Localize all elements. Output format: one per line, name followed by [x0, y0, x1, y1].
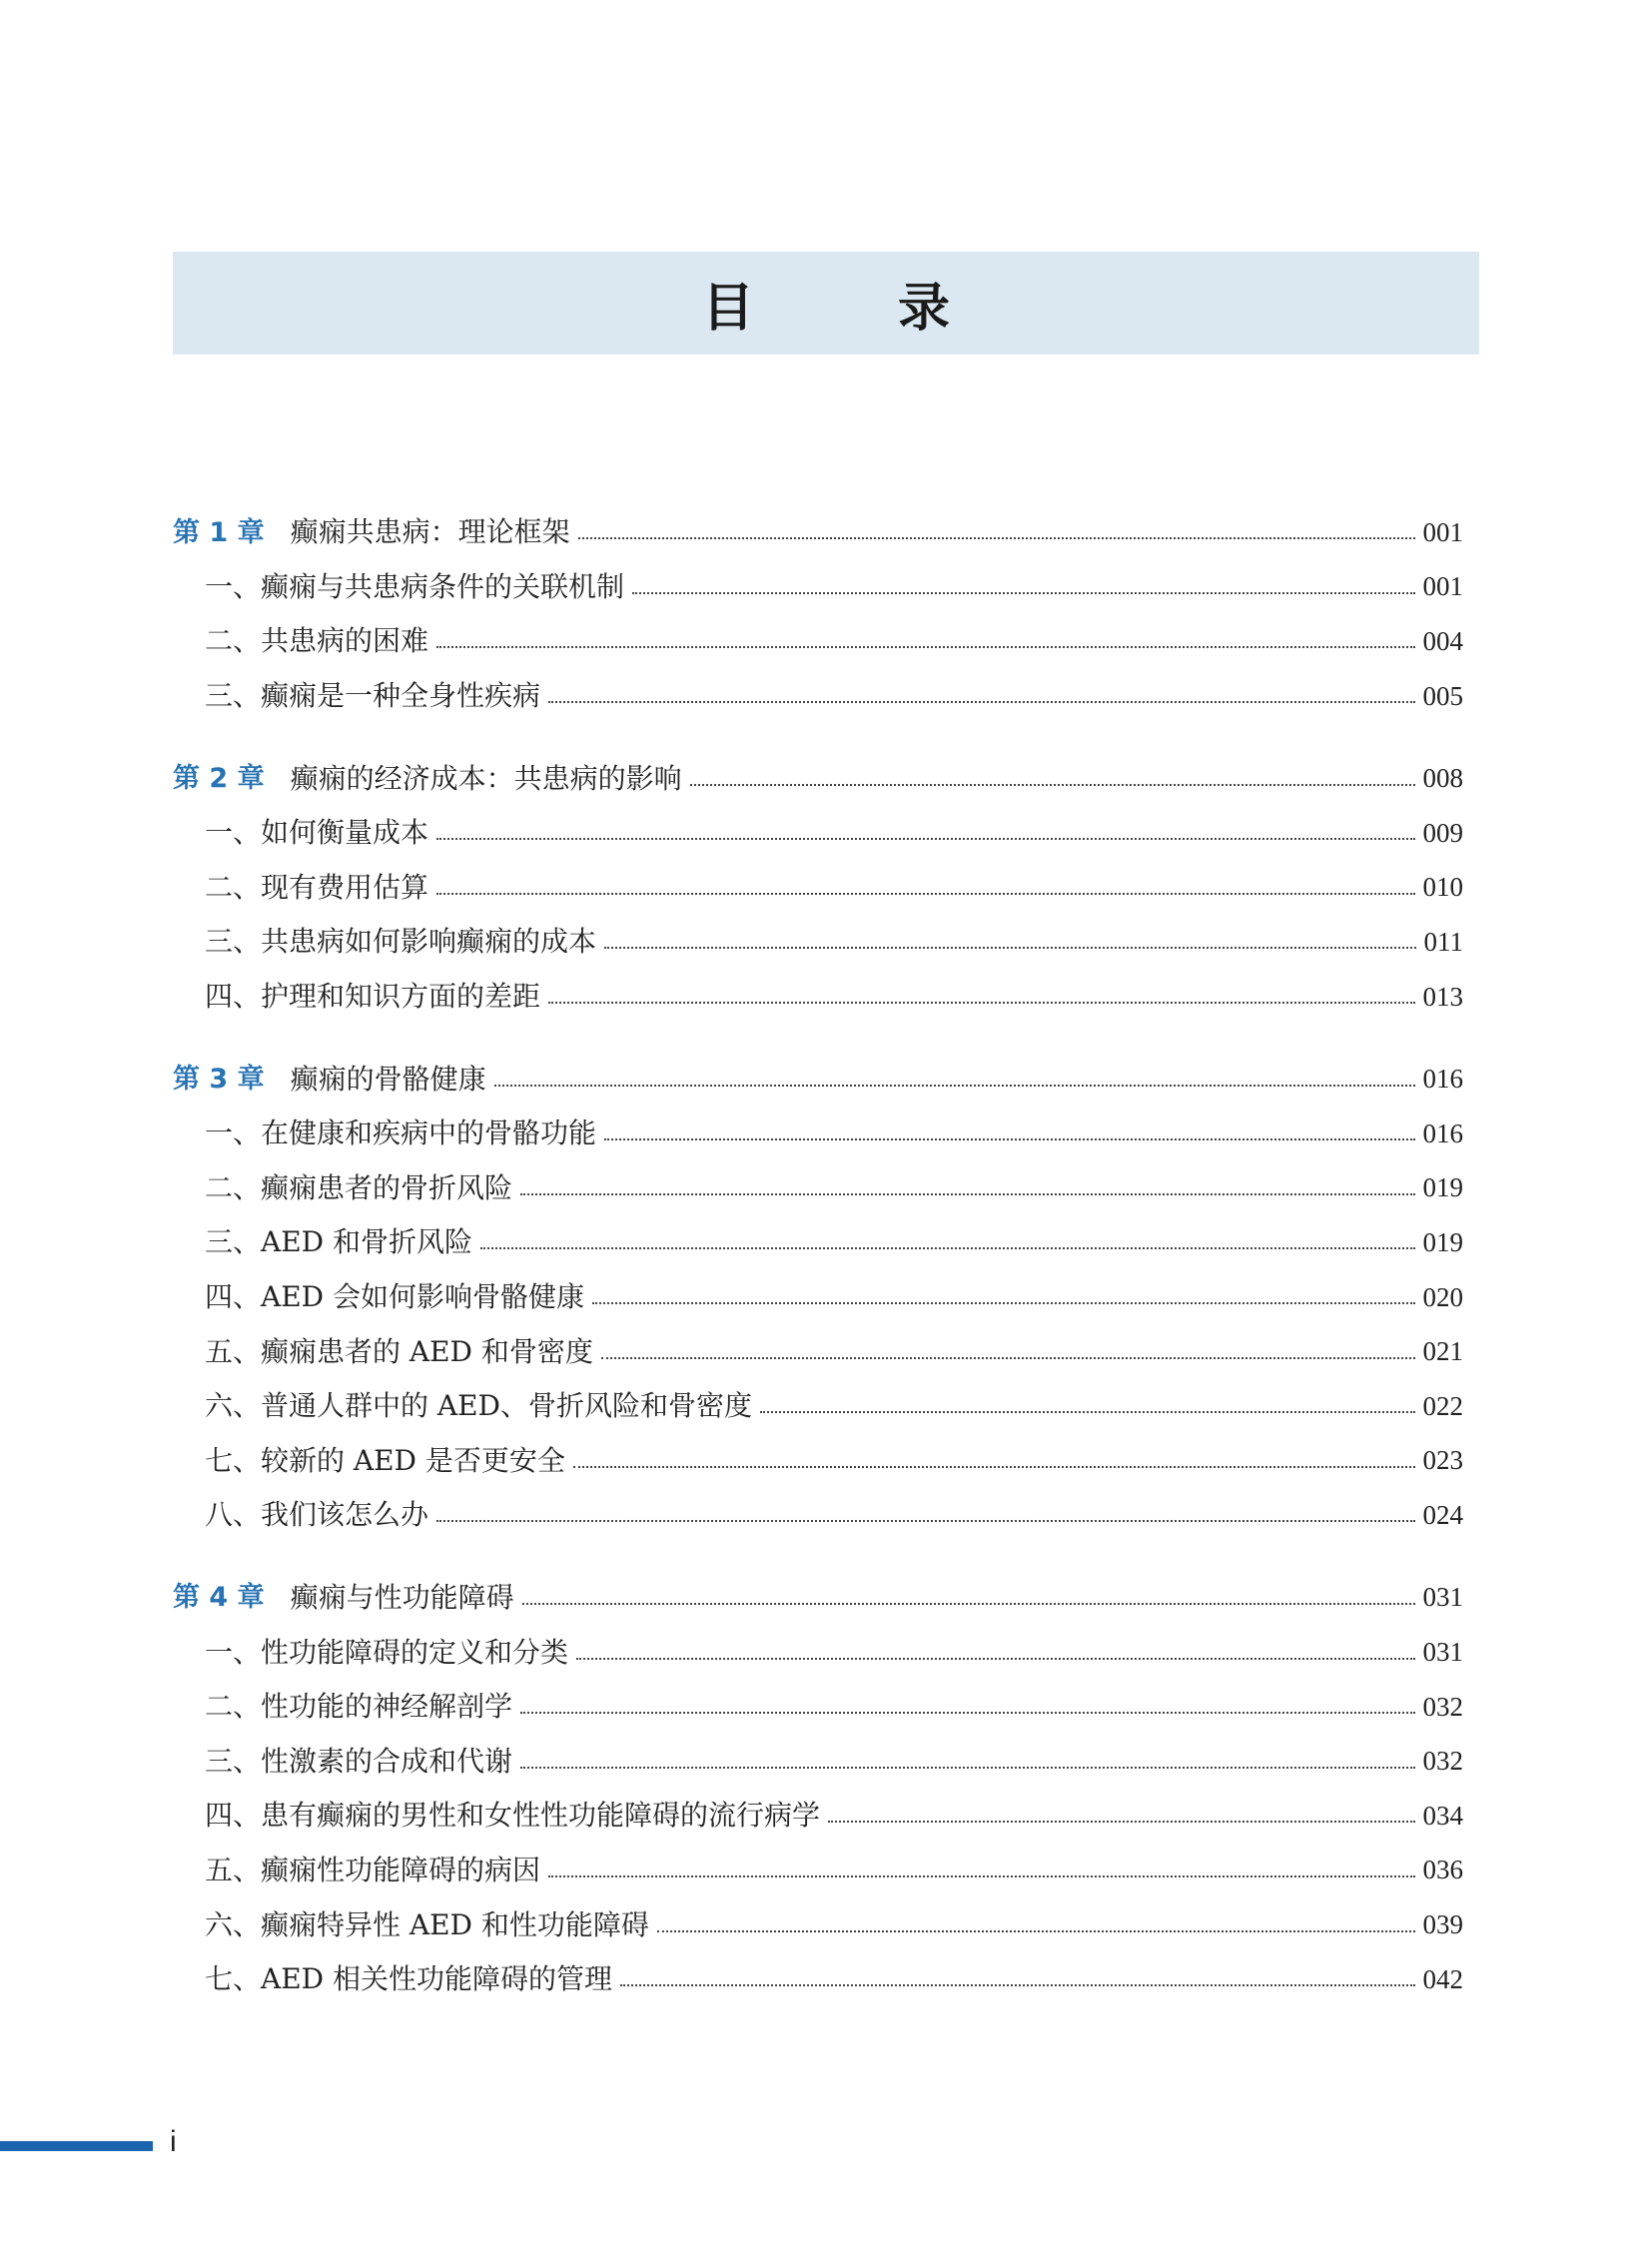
- section-entry[interactable]: [173, 1844, 1463, 1898]
- chapter-title: 癫痫的经济成本：共患病的影响: [290, 761, 682, 795]
- section-entry[interactable]: [173, 1215, 1463, 1270]
- dot-leader: [436, 646, 1414, 648]
- section-entry[interactable]: [173, 1324, 1463, 1379]
- chapter-entry[interactable]: [173, 505, 1463, 560]
- dot-leader: [601, 1357, 1415, 1359]
- section-title: 三、AED 和骨折风险: [205, 1225, 473, 1259]
- dot-leader: [436, 1520, 1414, 1522]
- section-title: 二、性功能的神经解剖学: [205, 1690, 513, 1724]
- section-entry[interactable]: [173, 1488, 1463, 1543]
- section-entry[interactable]: [173, 806, 1463, 861]
- chapter-page-number: 016: [1422, 1064, 1463, 1095]
- section-entry[interactable]: [173, 1161, 1463, 1216]
- section-entry[interactable]: [173, 1379, 1463, 1434]
- dot-leader: [520, 1767, 1414, 1769]
- dot-leader: [548, 1002, 1414, 1004]
- section-title: 五、癫痫患者的 AED 和骨密度: [205, 1334, 593, 1368]
- section-entry[interactable]: [173, 1625, 1463, 1680]
- section-page-number: 034: [1422, 1800, 1463, 1831]
- section-entry[interactable]: [173, 560, 1463, 615]
- footer-accent-bar: [0, 2141, 153, 2151]
- dot-leader: [480, 1247, 1414, 1249]
- chapter-entry[interactable]: [173, 751, 1463, 806]
- chapter-page-number: 001: [1422, 516, 1463, 547]
- table-of-contents: [173, 505, 1463, 2034]
- dot-leader: [604, 1138, 1414, 1140]
- dot-leader: [436, 893, 1414, 895]
- section-page-number: 039: [1422, 1909, 1463, 1940]
- section-entry[interactable]: [173, 970, 1463, 1025]
- chapter-page-number: 031: [1422, 1582, 1463, 1613]
- section-page-number: 010: [1422, 872, 1463, 903]
- section-title: 三、性激素的合成和代谢: [205, 1744, 513, 1778]
- dot-leader: [578, 537, 1415, 539]
- chapter-number: 第 4 章: [173, 1582, 265, 1614]
- dot-leader: [690, 784, 1415, 786]
- section-page-number: 032: [1422, 1691, 1463, 1722]
- section-title: 八、我们该怎么办: [205, 1498, 429, 1532]
- chapter-block: [173, 505, 1463, 723]
- section-title: 六、癫痫特异性 AED 和性功能障碍: [205, 1907, 649, 1941]
- section-entry[interactable]: [173, 861, 1463, 916]
- dot-leader: [657, 1930, 1415, 1932]
- section-title: 一、如何衡量成本: [205, 816, 429, 850]
- section-title: 二、共患病的困难: [205, 624, 429, 658]
- chapter-block: [173, 751, 1463, 1024]
- section-title: 五、癫痫性功能障碍的病因: [205, 1853, 541, 1886]
- section-entry[interactable]: [173, 1434, 1463, 1489]
- section-page-number: 022: [1422, 1390, 1463, 1421]
- chapter-number: 第 3 章: [173, 1064, 265, 1096]
- section-page-number: 021: [1422, 1336, 1463, 1367]
- section-entry[interactable]: [173, 1107, 1463, 1161]
- section-title: 一、在健康和疾病中的骨骼功能: [205, 1117, 597, 1150]
- section-entry[interactable]: [173, 669, 1463, 724]
- dot-leader: [576, 1658, 1414, 1660]
- section-entry[interactable]: [173, 1680, 1463, 1735]
- section-page-number: 004: [1422, 625, 1463, 656]
- section-title: 四、护理和知识方面的差距: [205, 980, 541, 1014]
- section-page-number: 020: [1422, 1281, 1463, 1312]
- page-title: 目 录: [701, 278, 996, 339]
- section-title: 二、现有费用估算: [205, 870, 429, 904]
- dot-leader: [632, 592, 1414, 594]
- dot-leader: [548, 1875, 1414, 1877]
- section-page-number: 016: [1422, 1118, 1463, 1148]
- section-page-number: 019: [1422, 1172, 1463, 1203]
- section-page-number: 031: [1422, 1637, 1463, 1668]
- chapter-title: 癫痫共患病：理论框架: [290, 515, 570, 549]
- section-page-number: 032: [1422, 1746, 1463, 1777]
- dot-leader: [520, 1712, 1414, 1714]
- section-title: 六、普通人群中的 AED、骨折风险和骨密度: [205, 1389, 753, 1423]
- section-entry[interactable]: [173, 1270, 1463, 1325]
- dot-leader: [494, 1085, 1415, 1087]
- section-title: 一、性功能障碍的定义和分类: [205, 1635, 569, 1669]
- section-page-number: 013: [1422, 981, 1463, 1012]
- section-page-number: 019: [1422, 1226, 1463, 1257]
- section-page-number: 036: [1422, 1855, 1463, 1885]
- section-title: 二、癫痫患者的骨折风险: [205, 1170, 513, 1204]
- dot-leader: [592, 1302, 1414, 1304]
- section-page-number: 023: [1422, 1445, 1463, 1476]
- section-entry[interactable]: [173, 915, 1463, 970]
- section-title: 四、患有癫痫的男性和女性性功能障碍的流行病学: [205, 1799, 821, 1833]
- chapter-title: 癫痫的骨骼健康: [290, 1062, 486, 1096]
- section-entry[interactable]: [173, 1789, 1463, 1844]
- dot-leader: [548, 701, 1414, 703]
- dot-leader: [436, 838, 1414, 840]
- dot-leader: [522, 1603, 1415, 1605]
- chapter-block: [173, 1571, 1463, 2007]
- dot-leader: [604, 947, 1415, 949]
- toc-title-band: [173, 252, 1479, 355]
- chapter-number: 第 2 章: [173, 763, 265, 795]
- section-title: 四、AED 会如何影响骨骼健康: [205, 1280, 585, 1314]
- section-page-number: 009: [1422, 817, 1463, 848]
- dot-leader: [620, 1984, 1414, 1986]
- chapter-block: [173, 1052, 1463, 1542]
- chapter-entry[interactable]: [173, 1052, 1463, 1107]
- section-entry[interactable]: [173, 614, 1463, 669]
- section-entry[interactable]: [173, 1897, 1463, 1952]
- chapter-number: 第 1 章: [173, 516, 265, 548]
- dot-leader: [828, 1821, 1414, 1823]
- chapter-page-number: 008: [1422, 763, 1463, 794]
- section-entry[interactable]: [173, 1734, 1463, 1789]
- section-page-number: 011: [1423, 926, 1463, 957]
- section-page-number: 001: [1422, 571, 1463, 602]
- footer-page-number: i: [170, 2125, 177, 2158]
- section-title: 七、较新的 AED 是否更安全: [205, 1443, 565, 1477]
- section-entry[interactable]: [173, 1952, 1463, 2007]
- dot-leader: [573, 1466, 1415, 1468]
- chapter-entry[interactable]: [173, 1571, 1463, 1626]
- section-title: 一、癫痫与共患病条件的关联机制: [205, 569, 625, 603]
- section-title: 三、癫痫是一种全身性疾病: [205, 679, 541, 713]
- section-title: 三、共患病如何影响癫痫的成本: [205, 925, 597, 959]
- section-page-number: 005: [1422, 680, 1463, 711]
- section-title: 七、AED 相关性功能障碍的管理: [205, 1962, 613, 1996]
- dot-leader: [760, 1411, 1414, 1413]
- dot-leader: [520, 1193, 1414, 1195]
- section-page-number: 024: [1422, 1499, 1463, 1530]
- section-page-number: 042: [1422, 1963, 1463, 1994]
- chapter-title: 癫痫与性功能障碍: [290, 1580, 514, 1614]
